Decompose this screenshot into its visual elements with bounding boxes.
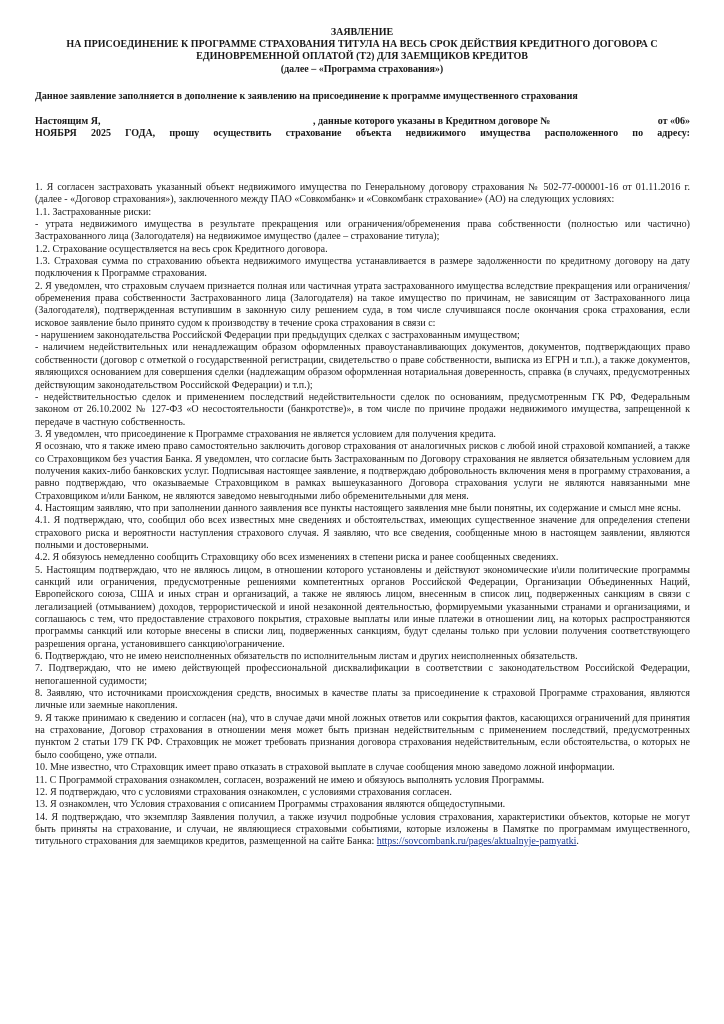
applicant-statement	[35, 116, 690, 141]
paragraph-14	[35, 812, 690, 849]
paragraph: 5. Настоящим подтверждаю, что не являюсь лицом, в отношении которого установлены и действуют экономические и\или политические программы санкций или ограничения, предусмотренные решениями компетентных органов Российской Федерации, Организации Объединенных Наций, Европейского союза, США и иных стран и организаций, а также не являюсь лицом, внесенным в список лиц, подверженных санкциям в связи с легализацией (отмыванием) доходов, террористической и иной незаконной деятельностью, формируемыми указанными странами и организациями, и соглашаюсь с тем, что предоставление страхового покрытия, страховые выплаты или иные платежи в отношении лиц, на которых распространяются программы санкций или которые внесены в списки лиц, подверженных санкциям, будут сделаны только при условии получения соответствующего разрешения органа, установившего санкцию\ограничение.	[35, 564, 690, 650]
paragraph: 1.2. Страхование осуществляется на весь срок Кредитного договора.	[35, 243, 328, 255]
notice-text: Данное заявление заполняется в дополнение к заявлению на присоединение к программе имущественного страхования	[35, 91, 578, 102]
paragraph: 8. Заявляю, что источниками происхождения средств, вносимых в качестве платы за присоединение к страховой Программе страхования, являются личные или заемные накопления.	[35, 688, 690, 712]
paragraph: 4.2. Я обязуюсь немедленно сообщить Страховщику обо всех изменениях в степени риска и ранее сообщенных сведениях.	[35, 552, 559, 564]
title-line: НА ПРИСОЕДИНЕНИЕ К ПРОГРАММЕ СТРАХОВАНИЯ ТИТУЛА НА ВЕСЬ СРОК ДЕЙСТВИЯ КРЕДИТНОГО ДОГОВОРА С	[66, 39, 658, 51]
intro-part1: Настоящим Я,	[35, 116, 101, 127]
paragraph: - наличием недействительных или ненадлежащим образом оформленных правоустанавливающих документов, документов, подтверждающих право собственности (договор с отметкой о государственной регистрации, свидетельство о праве собственности, выписка из ЕГРН и т.п.), а также документов, являющихся основанием для совершения сделки (надлежащим образом оформленная нотариальная доверенность, справка (в случаях, предусмотренных действующим законодательством Российской Федерации) и т.п.);	[35, 342, 690, 391]
paragraph: 1.1. Застрахованные риски:	[35, 206, 152, 218]
paragraph-text: 14. Я подтверждаю, что экземпляр Заявления получил, а также изучил подробные условия страхования, характеристики объектов, которые не могут быть приняты на страхование, и случаи, не являющиеся страховыми событиями, которые изложены в Памятке по программам имущественного, титульного страхования для заемщиков кредитов, размещенной на сайте Банка:	[35, 811, 690, 848]
intro-part2: , данные которого указаны в Кредитном договоре №	[313, 116, 551, 127]
paragraph: 10. Мне известно, что Страховщик имеет право отказать в страховой выплате в случае сообщения мною заведомо ложной информации.	[35, 762, 615, 774]
paragraph: - утрата недвижимого имущества в результате прекращения или ограничения/обременения права собственности (полностью или частично) Застрахованного лица (Залогодателя) на недвижимое имущество (далее – страхование титула);	[35, 219, 690, 243]
title-line: ЕДИНОВРЕМЕННОЙ ОПЛАТОЙ (Т2) ДЛЯ ЗАЕМЩИКОВ КРЕДИТОВ	[196, 51, 528, 63]
title-line: (далее – «Программа страхования»)	[280, 63, 444, 75]
paragraph: 4.1. Я подтверждаю, что, сообщил обо всех известных мне сведениях и обстоятельствах, имеющих существенное значение для определения степени страхового риска и вероятности наступления страхового случая. Я заявляю, что все сведения, сообщенные мною в настоящем заявлении, являются полными и достоверными.	[35, 515, 690, 551]
paragraph: 6. Подтверждаю, что не имею неисполненных обязательств по исполнительным листам и других неисполненных обязательств.	[35, 651, 578, 663]
paragraph: - недействительностью сделок и применением последствий недействительности сделок по основаниям, предусмотренным ГК РФ, Федеральным законом от 26.10.2002 № 127-ФЗ «О несостоятельности (банкротстве)», в том числе по причине продажи недвижимого имущества, запрещенной к передаче в частную собственность.	[35, 391, 690, 428]
paragraph: 9. Я также принимаю к сведению и согласен (на), что в случае дачи мной ложных ответов или сокрытия фактов, касающихся ограничений для принятия на страхование, Договор страхования в отношении меня может быть признан недействительным с применением последствий, предусмотренных пунктом 2 статьи 179 ГК РФ. Страховщик не может требовать признания договора страхования недействительным, если обстоятельства, о которых не было сообщено, уже отпали.	[35, 712, 690, 761]
paragraph: 3. Я уведомлен, что присоединение к Программе страхования не является условием для получения кредита.	[35, 428, 496, 440]
document-body	[35, 182, 690, 849]
paragraph: 7. Подтверждаю, что не имею действующей профессиональной дисквалификации в соответствии с законодательством Российской Федерации, непогашенной судимости;	[35, 663, 690, 687]
title-line: ЗАЯВЛЕНИЕ	[330, 27, 394, 38]
memo-link[interactable]: https://sovcombank.ru/pages/aktualnyje-pamyatki	[376, 836, 577, 848]
paragraph: 12. Я подтверждаю, что с условиями страхования ознакомлен, с условиями страхования согласен.	[35, 786, 452, 798]
paragraph-end: .	[576, 836, 579, 848]
paragraph: 13. Я ознакомлен, что Условия страхования с описанием Программы страхования являются общедоступными.	[35, 799, 506, 811]
document-title	[30, 27, 694, 76]
paragraph: - нарушением законодательства Российской Федерации при предыдущих сделках с застрахованным имуществом;	[35, 330, 520, 342]
paragraph: 1. Я согласен застраховать указанный объект недвижимого имущества по Генеральному договору страхования № 502-77-000001-16 от 01.11.2016 г. (далее - «Договор страхования»), заключенного между ПАО «Совкомбанк» и «Совкомбанк страхование» (АО) на следующих условиях:	[35, 182, 690, 206]
paragraph: 4. Настоящим заявляю, что при заполнении данного заявления все пункты настоящего заявления мне были понятны, их содержание и смысл мне ясны.	[35, 502, 681, 514]
paragraph: 11. С Программой страхования ознакомлен, согласен, возражений не имею и обязуюсь выполнять условия Программы.	[35, 774, 545, 786]
intro-line2: НОЯБРЯ 2025 ГОДА, прошу осуществить страхование объекта недвижимого имущества расположенного по адресу:	[35, 128, 690, 140]
paragraph: Я осознаю, что я также имею право самостоятельно заключить договор страхования от аналогичных рисков с любой иной страховой компанией, а также со Страховщиком без участия Банка. Я уведомлен, что согласие быть Застрахованным по Договору страхования не является обязательным условием для получения каких-либо банковских услуг. Подписывая настоящее заявление, я подтверждаю добровольность включения меня в программу страхования, а равно подтверждаю, что оказываемые Страховщиком в рамках вышеуказанного Договора страхования услуги не являются навязанными мне Страховщиком и/или Банком, не являются заведомо невыгодными либо обременительными для меня.	[35, 441, 690, 502]
paragraph: 2. Я уведомлен, что страховым случаем признается полная или частичная утрата застрахованного имущества вследствие прекращения или ограничения/обременения права собственности Застрахованного лица (Залогодателя) на такое имущество по причинам, не зависящим от Застрахованного лица (Залогодателя), подтвержденная вступившим в законную силу решением суда, в том числе случившаяся после окончания срока страхования, если исковое заявление было принято судом к производству в течение срока страхования в связи с:	[35, 280, 690, 329]
intro-part3: от «06»	[657, 116, 690, 127]
paragraph: 1.3. Страховая сумма по страхованию объекта недвижимого имущества устанавливается в размере задолженности по кредитному договору на дату подключения к Программе страхования.	[35, 256, 690, 280]
